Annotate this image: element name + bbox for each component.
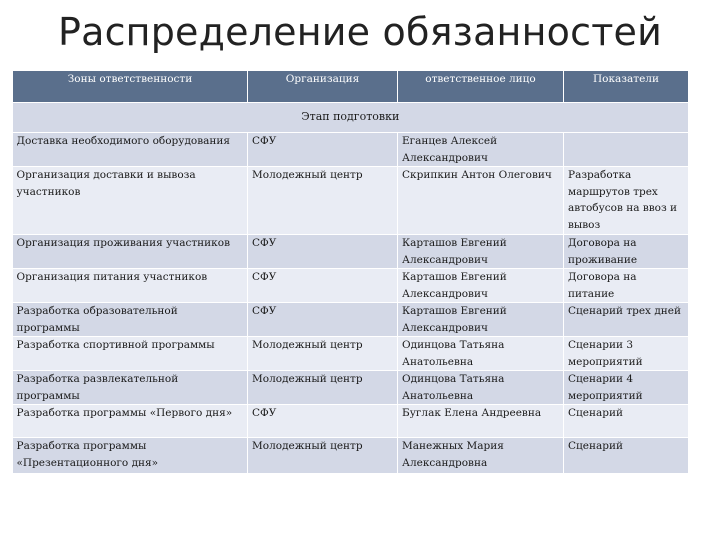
- stage-row: [13, 103, 689, 133]
- header-indicators: Показатели: [564, 71, 689, 103]
- cell-zone: Организация проживания участников: [13, 235, 248, 269]
- header-responsible-person: ответственное лицо: [398, 71, 564, 103]
- cell-indicator: Сценарии 3 мероприятий: [564, 337, 689, 371]
- cell-person: Еганцев Алексей Александрович: [398, 133, 564, 167]
- cell-person: Карташов Евгений Александрович: [398, 303, 564, 337]
- header-zones: Зоны ответственности: [13, 71, 248, 103]
- cell-person: Манежных Мария Александровна: [398, 438, 564, 474]
- cell-person: Одинцова Татьяна Анатольевна: [398, 337, 564, 371]
- table-row: [13, 371, 689, 405]
- cell-zone: Организация доставки и вывоза участников: [13, 167, 248, 235]
- page-title: Распределение обязанностей: [57, 10, 663, 54]
- cell-indicator: Договора на проживание: [564, 235, 689, 269]
- table-row: [13, 133, 689, 167]
- cell-indicator: Сценарий: [564, 405, 689, 438]
- table-row: [13, 405, 689, 438]
- table-row: [13, 303, 689, 337]
- cell-zone: Разработка программы «Первого дня»: [13, 405, 248, 438]
- cell-person: Одинцова Татьяна Анатольевна: [398, 371, 564, 405]
- cell-indicator: Разработка маршрутов трех автобусов на ввоз и вывоз: [564, 167, 689, 235]
- cell-organization: СФУ: [248, 405, 398, 438]
- cell-organization: СФУ: [248, 269, 398, 303]
- cell-indicator: Сценарий трех дней: [564, 303, 689, 337]
- cell-zone: Разработка образовательной программы: [13, 303, 248, 337]
- cell-person: Карташов Евгений Александрович: [398, 235, 564, 269]
- cell-organization: Молодежный центр: [248, 337, 398, 371]
- responsibility-table: [12, 70, 689, 474]
- table-row: [13, 337, 689, 371]
- stage-label: Этап подготовки: [13, 103, 689, 133]
- table-row: [13, 235, 689, 269]
- table-row: [13, 269, 689, 303]
- header-organization: Организация: [248, 71, 398, 103]
- cell-indicator: Сценарии 4 мероприятий: [564, 371, 689, 405]
- cell-person: Буглак Елена Андреевна: [398, 405, 564, 438]
- table-row: [13, 167, 689, 235]
- cell-person: Скрипкин Антон Олегович: [398, 167, 564, 235]
- cell-indicator: Договора на питание: [564, 269, 689, 303]
- cell-zone: Разработка развлекательной программы: [13, 371, 248, 405]
- cell-zone: Разработка спортивной программы: [13, 337, 248, 371]
- cell-organization: Молодежный центр: [248, 371, 398, 405]
- cell-indicator: Сценарий: [564, 438, 689, 474]
- cell-organization: СФУ: [248, 235, 398, 269]
- cell-organization: Молодежный центр: [248, 167, 398, 235]
- table-row: [13, 438, 689, 474]
- cell-person: Карташов Евгений Александрович: [398, 269, 564, 303]
- cell-organization: Молодежный центр: [248, 438, 398, 474]
- cell-organization: СФУ: [248, 303, 398, 337]
- cell-zone: Организация питания участников: [13, 269, 248, 303]
- cell-zone: Разработка программы «Презентационного дня»: [13, 438, 248, 474]
- cell-zone: Доставка необходимого оборудования: [13, 133, 248, 167]
- cell-indicator: [564, 133, 689, 167]
- table-header-row: [13, 71, 689, 103]
- cell-organization: СФУ: [248, 133, 398, 167]
